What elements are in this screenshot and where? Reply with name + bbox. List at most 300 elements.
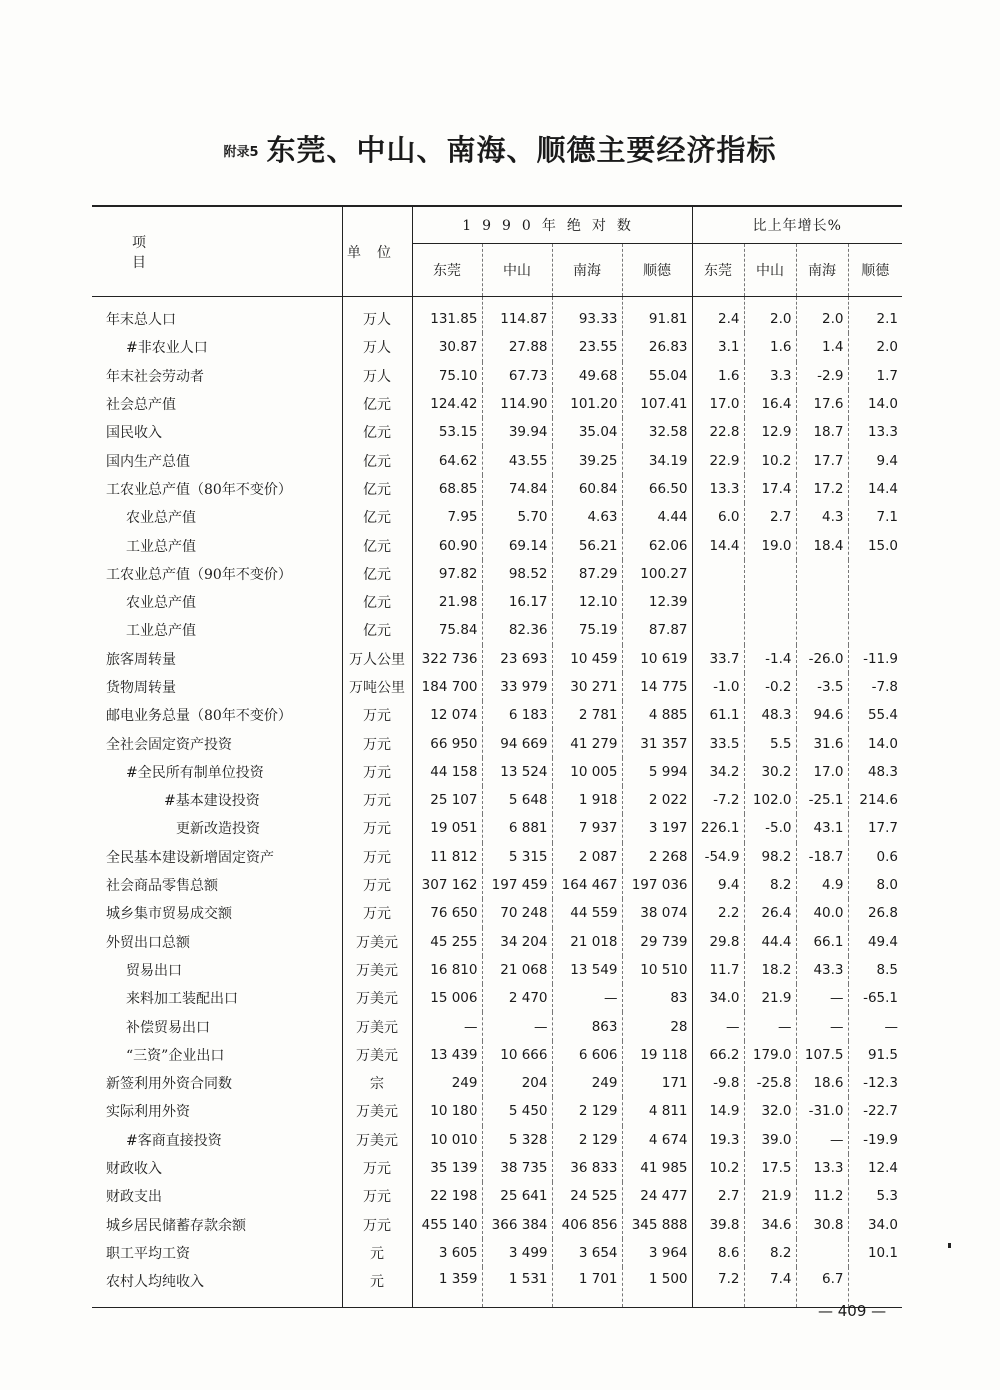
table-row [92,1182,902,1210]
cell-absolute: 28 [622,1012,692,1040]
row-item: #非农业人口 [126,340,208,357]
cell-growth [848,588,902,616]
row-unit: 万元 [342,701,412,729]
cell-growth: 4.3 [796,503,848,531]
cell-absolute: 35.04 [552,418,622,446]
cell-absolute: 76 650 [412,899,482,927]
table-row [92,843,902,871]
table-row [92,758,902,786]
cell-growth: 9.4 [848,446,902,474]
table-row [92,673,902,701]
cell-absolute: 10 010 [412,1126,482,1154]
table-row [92,786,902,814]
row-unit: 万元 [342,871,412,899]
cell-absolute: 15 006 [412,984,482,1012]
cell-growth: 12.9 [744,418,796,446]
header-city: 东莞 [692,244,744,297]
table-row [92,701,902,729]
cell-absolute: 27.88 [482,333,552,361]
cell-growth: 6.0 [692,503,744,531]
table-row [92,956,902,984]
cell-absolute: 2 268 [622,843,692,871]
row-unit: 万元 [342,758,412,786]
cell-absolute: 75.10 [412,362,482,390]
cell-growth: 5.5 [744,729,796,757]
row-item: 旅客周转量 [106,651,176,668]
page-number: — 409 — [818,1302,887,1320]
cell-absolute: 30 271 [552,673,622,701]
cell-absolute: 2 087 [552,843,622,871]
cell-absolute: 67.73 [482,362,552,390]
cell-absolute: 60.90 [412,531,482,559]
cell-absolute: 6 183 [482,701,552,729]
row-unit: 亿元 [342,531,412,559]
header-city: 东莞 [412,244,482,297]
cell-growth: 9.4 [692,871,744,899]
header-city: 顺德 [848,244,902,297]
cell-growth: 13.3 [796,1154,848,1182]
cell-absolute: 66 950 [412,729,482,757]
cell-absolute: 87.87 [622,616,692,644]
cell-growth: 33.7 [692,645,744,673]
row-unit: 亿元 [342,503,412,531]
cell-growth: 17.5 [744,1154,796,1182]
title-text: 东莞、中山、南海、顺德主要经济指标 [266,133,777,167]
cell-absolute: 34.19 [622,446,692,474]
cell-absolute: 29 739 [622,928,692,956]
cell-absolute: 307 162 [412,871,482,899]
cell-absolute: 10 510 [622,956,692,984]
cell-growth: 17.6 [796,390,848,418]
cell-growth: -5.0 [744,814,796,842]
cell-absolute: 10 459 [552,645,622,673]
cell-absolute: 91.81 [622,297,692,334]
cell-growth: 10.1 [848,1239,902,1267]
cell-absolute: 44 158 [412,758,482,786]
cell-growth: 18.2 [744,956,796,984]
row-unit: 万吨公里 [342,673,412,701]
cell-absolute: 82.36 [482,616,552,644]
cell-growth: 1.4 [796,333,848,361]
cell-growth: -1.0 [692,673,744,701]
row-item: 国内生产总值 [106,453,190,470]
cell-absolute: 10 666 [482,1041,552,1069]
cell-growth: -12.3 [848,1069,902,1097]
cell-absolute: 5 450 [482,1097,552,1125]
cell-absolute: 56.21 [552,531,622,559]
cell-growth: 7.1 [848,503,902,531]
table-row [92,588,902,616]
cell-growth: 1.6 [744,333,796,361]
cell-growth: 17.4 [744,475,796,503]
row-unit: 万美元 [342,928,412,956]
row-unit: 亿元 [342,390,412,418]
header-group-absolute: 1990年绝对数 [412,206,692,244]
cell-growth: 2.2 [692,899,744,927]
cell-absolute: 12 074 [412,701,482,729]
cell-absolute: 53.15 [412,418,482,446]
cell-absolute: 31 357 [622,729,692,757]
cell-absolute: 93.33 [552,297,622,334]
cell-absolute: 11 812 [412,843,482,871]
cell-absolute: 39.25 [552,446,622,474]
cell-absolute: 4.44 [622,503,692,531]
row-unit: 亿元 [342,560,412,588]
cell-absolute: 3 197 [622,814,692,842]
cell-growth: 40.0 [796,899,848,927]
cell-growth: -1.4 [744,645,796,673]
cell-absolute: 41 279 [552,729,622,757]
row-item: 邮电业务总量（80年不变价） [106,708,292,725]
cell-growth: 10.2 [744,446,796,474]
cell-growth: 11.7 [692,956,744,984]
table-row [92,616,902,644]
cell-growth: 17.0 [796,758,848,786]
cell-absolute: 35 139 [412,1154,482,1182]
cell-growth: -2.9 [796,362,848,390]
row-item: 年末总人口 [106,312,176,329]
cell-growth: 18.7 [796,418,848,446]
cell-absolute: 131.85 [412,297,482,334]
cell-absolute: 26.83 [622,333,692,361]
row-unit: 宗 [342,1069,412,1097]
cell-absolute: 184 700 [412,673,482,701]
cell-absolute: 114.90 [482,390,552,418]
cell-absolute: 5 994 [622,758,692,786]
cell-absolute: 2 129 [552,1097,622,1125]
row-item: 社会总产值 [106,397,176,414]
cell-absolute: 3 654 [552,1239,622,1267]
cell-growth: 8.2 [744,871,796,899]
cell-absolute: 1 701 [552,1267,622,1308]
cell-growth: 2.7 [692,1182,744,1210]
cell-absolute: 43.55 [482,446,552,474]
cell-absolute: 55.04 [622,362,692,390]
row-item: 农村人均纯收入 [92,1267,342,1308]
cell-growth: 6.7 [796,1267,848,1308]
cell-growth: 2.0 [744,297,796,334]
cell-growth: 18.4 [796,531,848,559]
table-row [92,729,902,757]
header-city: 南海 [552,244,622,297]
cell-growth [796,616,848,644]
cell-growth: 66.1 [796,928,848,956]
row-item: #客商直接投资 [126,1132,222,1149]
cell-growth: 55.4 [848,701,902,729]
cell-absolute: 23.55 [552,333,622,361]
cell-absolute: 366 384 [482,1211,552,1239]
cell-growth: -22.7 [848,1097,902,1125]
cell-growth [692,588,744,616]
row-unit: 亿元 [342,418,412,446]
appendix-label: 附录5 [223,145,259,160]
cell-absolute: 6 606 [552,1041,622,1069]
row-item: 贸易出口 [126,962,182,979]
header-group-growth: 比上年增长% [692,206,902,244]
cell-growth [796,560,848,588]
cell-absolute: 39.94 [482,418,552,446]
cell-growth: 43.1 [796,814,848,842]
cell-growth: 18.6 [796,1069,848,1097]
cell-absolute: 4 885 [622,701,692,729]
table-row [92,984,902,1012]
cell-absolute: 3 964 [622,1239,692,1267]
cell-absolute: 64.62 [412,446,482,474]
cell-growth: -65.1 [848,984,902,1012]
row-unit: 万美元 [342,956,412,984]
cell-growth: 14.4 [692,531,744,559]
cell-absolute: — [482,1012,552,1040]
cell-growth: -11.9 [848,645,902,673]
cell-absolute: 19 051 [412,814,482,842]
cell-absolute: 44 559 [552,899,622,927]
row-unit: 万美元 [342,1126,412,1154]
cell-growth: 44.4 [744,928,796,956]
row-item: #基本建设投资 [164,793,260,810]
table-row [92,1069,902,1097]
table-row [92,503,902,531]
cell-absolute: 25 107 [412,786,482,814]
cell-absolute: 41 985 [622,1154,692,1182]
cell-growth [744,588,796,616]
table-row [92,1267,902,1308]
table-body [92,297,902,1308]
cell-growth: 30.8 [796,1211,848,1239]
cell-absolute: 24 477 [622,1182,692,1210]
cell-growth: -7.2 [692,786,744,814]
table-row [92,1126,902,1154]
cell-growth: 1.6 [692,362,744,390]
cell-growth: 22.9 [692,446,744,474]
cell-growth: -25.1 [796,786,848,814]
cell-growth: -0.2 [744,673,796,701]
cell-growth: 2.0 [848,333,902,361]
cell-growth: — [796,1126,848,1154]
table-row [92,1211,902,1239]
row-item: 实际利用外资 [106,1104,190,1121]
cell-growth: 29.8 [692,928,744,956]
cell-growth: 12.4 [848,1154,902,1182]
cell-absolute: 36 833 [552,1154,622,1182]
row-unit: 万人公里 [342,645,412,673]
table-row [92,560,902,588]
cell-growth: 34.6 [744,1211,796,1239]
cell-growth: — [796,1012,848,1040]
cell-absolute: 14 775 [622,673,692,701]
cell-growth: -18.7 [796,843,848,871]
cell-growth: 17.7 [796,446,848,474]
cell-absolute: 10 619 [622,645,692,673]
cell-growth: 8.0 [848,871,902,899]
cell-absolute: 1 359 [412,1267,482,1308]
cell-absolute: 66.50 [622,475,692,503]
row-unit: 元 [342,1267,412,1308]
cell-growth: 7.2 [692,1267,744,1308]
row-unit: 万元 [342,729,412,757]
cell-absolute: 32.58 [622,418,692,446]
cell-absolute: 25 641 [482,1182,552,1210]
row-unit: 亿元 [342,446,412,474]
cell-growth: 3.1 [692,333,744,361]
cell-growth [796,588,848,616]
cell-growth: — [692,1012,744,1040]
cell-absolute: 10 180 [412,1097,482,1125]
row-unit: 万元 [342,1154,412,1182]
table-row [92,899,902,927]
cell-growth: 17.7 [848,814,902,842]
row-unit: 元 [342,1239,412,1267]
cell-growth: 66.2 [692,1041,744,1069]
row-unit: 万元 [342,1182,412,1210]
cell-absolute: 60.84 [552,475,622,503]
cell-growth: 48.3 [744,701,796,729]
cell-absolute: 16 810 [412,956,482,984]
cell-absolute: 13 549 [552,956,622,984]
cell-growth: 49.4 [848,928,902,956]
cell-absolute: 94 669 [482,729,552,757]
cell-absolute: 455 140 [412,1211,482,1239]
header-city: 南海 [796,244,848,297]
cell-growth [848,616,902,644]
row-item: 社会商品零售总额 [106,878,218,895]
cell-growth: 39.8 [692,1211,744,1239]
cell-growth: 14.0 [848,729,902,757]
row-item: 新签利用外资合同数 [106,1076,232,1093]
table-row [92,1154,902,1182]
cell-growth [796,1239,848,1267]
cell-growth: 1.7 [848,362,902,390]
cell-growth: 22.8 [692,418,744,446]
row-item: “三资”企业出口 [126,1047,225,1064]
cell-growth: 3.3 [744,362,796,390]
cell-absolute: 22 198 [412,1182,482,1210]
economic-indicators-table [92,205,902,1308]
header-city: 顺德 [622,244,692,297]
cell-growth [692,616,744,644]
cell-growth: 13.3 [848,418,902,446]
row-item: #全民所有制单位投资 [126,764,264,781]
cell-absolute: 107.41 [622,390,692,418]
cell-absolute: 45 255 [412,928,482,956]
table-row [92,418,902,446]
cell-growth: 19.3 [692,1126,744,1154]
header-city: 中山 [482,244,552,297]
cell-growth [692,560,744,588]
row-item: 农业总产值 [126,595,196,612]
cell-absolute: 12.10 [552,588,622,616]
cell-absolute: 87.29 [552,560,622,588]
cell-growth: 31.6 [796,729,848,757]
row-item: 外贸出口总额 [106,934,190,951]
cell-absolute: 49.68 [552,362,622,390]
cell-absolute: 75.84 [412,616,482,644]
row-unit: 亿元 [342,475,412,503]
header-city: 中山 [744,244,796,297]
row-item: 农业总产值 [126,510,196,527]
cell-growth: 98.2 [744,843,796,871]
cell-growth [848,560,902,588]
cell-growth: 16.4 [744,390,796,418]
row-item: 更新改造投资 [176,821,260,838]
cell-growth: 0.6 [848,843,902,871]
row-item: 货物周转量 [106,680,176,696]
cell-growth [744,560,796,588]
cell-absolute: 7.95 [412,503,482,531]
cell-growth: -3.5 [796,673,848,701]
cell-growth: 8.5 [848,956,902,984]
row-unit: 万元 [342,1211,412,1239]
page-title [0,128,1000,169]
cell-absolute: 21 018 [552,928,622,956]
cell-growth [744,616,796,644]
row-item: 城乡居民储蓄存款余额 [106,1217,246,1234]
cell-absolute: 124.42 [412,390,482,418]
cell-absolute: 62.06 [622,531,692,559]
row-item: 工业总产值 [126,623,196,640]
cell-absolute: 2 781 [552,701,622,729]
cell-growth: 2.7 [744,503,796,531]
row-item: 全民基本建设新增固定资产 [106,849,274,866]
table-row [92,362,902,390]
cell-absolute: 68.85 [412,475,482,503]
table-row [92,1012,902,1040]
cell-growth: -26.0 [796,645,848,673]
table-row [92,928,902,956]
cell-growth: 32.0 [744,1097,796,1125]
cell-absolute: 38 074 [622,899,692,927]
row-unit: 万元 [342,814,412,842]
cell-absolute: 16.17 [482,588,552,616]
cell-growth: — [796,984,848,1012]
cell-absolute: — [552,984,622,1012]
cell-absolute: 21 068 [482,956,552,984]
cell-growth: 61.1 [692,701,744,729]
cell-absolute: 1 918 [552,786,622,814]
cell-absolute: — [412,1012,482,1040]
cell-growth: 34.2 [692,758,744,786]
row-item: 工农业总产值（80年不变价） [106,481,292,498]
cell-growth: 26.4 [744,899,796,927]
cell-absolute: 23 693 [482,645,552,673]
cell-growth: 11.2 [796,1182,848,1210]
row-item: 财政收入 [106,1161,162,1178]
cell-absolute: 114.87 [482,297,552,334]
cell-growth: 43.3 [796,956,848,984]
cell-growth: -7.8 [848,673,902,701]
cell-growth: 214.6 [848,786,902,814]
cell-growth: 4.9 [796,871,848,899]
cell-absolute: 70 248 [482,899,552,927]
row-item: 国民收入 [106,425,162,442]
cell-growth: 14.4 [848,475,902,503]
table-row [92,1239,902,1267]
row-unit: 万人 [342,362,412,390]
row-item: 工农业总产值（90年不变价） [106,566,292,583]
header-item: 项目 [92,206,342,297]
cell-growth: 94.6 [796,701,848,729]
cell-growth: 2.1 [848,297,902,334]
header-unit: 单位 [342,206,412,297]
cell-growth: 39.0 [744,1126,796,1154]
cell-absolute: 13 524 [482,758,552,786]
cell-growth: 17.0 [692,390,744,418]
row-item: 补偿贸易出口 [126,1019,210,1036]
cell-growth: 30.2 [744,758,796,786]
cell-absolute: 6 881 [482,814,552,842]
cell-growth: 34.0 [692,984,744,1012]
cell-absolute: 12.39 [622,588,692,616]
cell-growth: 91.5 [848,1041,902,1069]
